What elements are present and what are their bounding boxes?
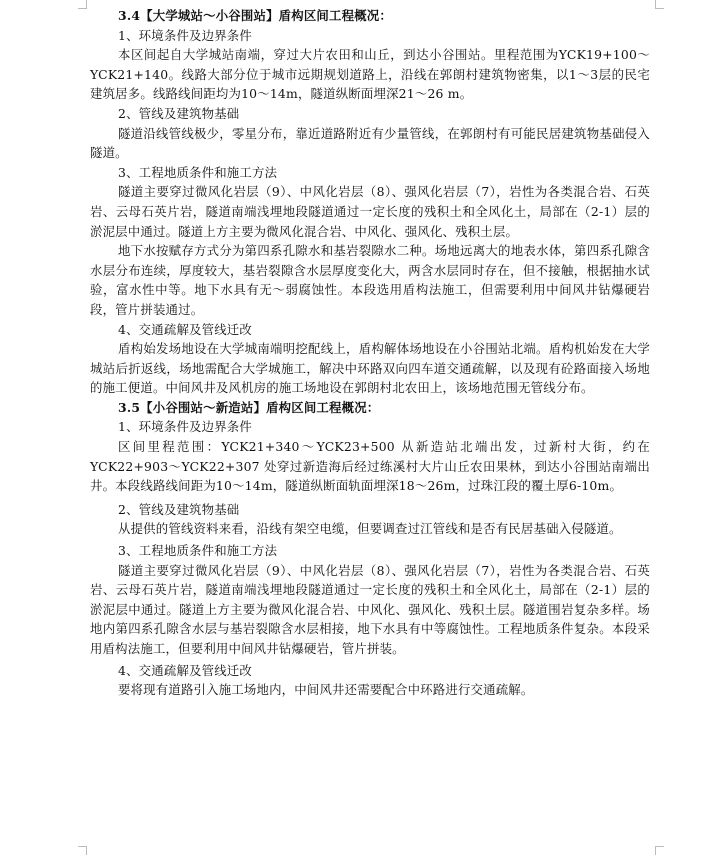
margin-corner-mark — [655, 846, 664, 855]
subheading-pipelines: 2、管线及建筑物基础 — [118, 501, 240, 517]
section-heading-3-4: 3.4【大学城站～小谷围站】盾构区间工程概况： — [118, 8, 392, 23]
paragraph-geology: 隧道主要穿过微风化岩层（9）、中风化岩层（8）、强风化岩层（7），岩性为各类混合岩、石英岩、云母石英片岩，隧道南端浅埋地段隧道通过一定长度的残积土和全风化土，局部在（2-1）层的淤泥层中通过。隧道上方主要为微风化混合岩、中风化、强风化、残积土层。 — [90, 184, 650, 239]
paragraph-geology: 隧道主要穿过微风化岩层（9）、中风化岩层（8）、强风化岩层（7），岩性为各类混合岩、石英岩、云母石英片岩，隧道南端浅埋地段隧道通过一定长度的残积土和全风化土，局部在（2-1）层的淤泥层中通过。隧道上方主要为微风化混合岩、中风化、强风化、残积土层。隧道围岩复杂多样。场地内第四系孔隙含水层与基岩裂隙含水层相接，地下水具有中等腐蚀性。工程地质条件复杂。本段采用盾构法施工，但要利用中间风井钻爆硬岩，管片拼装。 — [90, 562, 650, 656]
subheading-environment: 1、环境条件及边界条件 — [118, 27, 252, 43]
margin-corner-mark — [78, 0, 87, 9]
paragraph-traffic: 盾构始发场地设在大学城南端明挖配线上，盾构解体场地设在小谷围站北端。盾构机始发在大学城站后折返线，场地需配合大学城施工，解决中环路双向四车道交通疏解，以及现有砼路面接入场地的施工便道。中间风井及风机房的施工场地设在郭朗村北农田上，该场地范围无管线分布。 — [90, 341, 650, 396]
subheading-traffic: 4、交通疏解及管线迁改 — [118, 321, 252, 337]
subheading-traffic: 4、交通疏解及管线迁改 — [118, 662, 252, 678]
subheading-pipelines: 2、管线及建筑物基础 — [118, 105, 240, 121]
subheading-geology: 3、工程地质条件和施工方法 — [118, 543, 278, 559]
paragraph-environment: 本区间起自大学城站南端，穿过大片农田和山丘，到达小谷围站。里程范围为YCK19+100～YCK21+140。线路大部分位于城市远期规划道路上，沿线在郭朗村建筑物密集，以1～3层的民宅建筑居多。线路线间距均为10～14m，隧道纵断面埋深21～26 m。 — [90, 47, 650, 102]
paragraph-pipelines: 隧道沿线管线极少，零星分布，靠近道路附近有少量管线，在郭朗村有可能民居建筑物基础侵入隧道。 — [90, 125, 650, 161]
paragraph-pipelines: 从提供的管线资料来看，沿线有架空电缆，但要调查过江管线和是否有民居基础入侵隧道。 — [118, 521, 622, 537]
document-body — [90, 6, 650, 700]
paragraph-environment: 区间里程范围：YCK21+340～YCK23+500 从新造站北端出发，过新村大街，约在YCK22+903～YCK22+307 处穿过新造海后经过练溪村大片山丘农田果林，到达小谷围站南端出井。本段线路线间距为10～14m，隧道纵断面轨面埋深18～26m，过珠江段的覆土厚6-10m。 — [90, 439, 650, 494]
subheading-geology: 3、工程地质条件和施工方法 — [118, 164, 278, 180]
margin-corner-mark — [655, 0, 664, 9]
subheading-environment: 1、环境条件及边界条件 — [118, 419, 252, 435]
margin-corner-mark — [78, 846, 87, 855]
section-heading-3-5: 3.5【小谷围站～新造站】盾构区间工程概况： — [118, 399, 380, 415]
paragraph-traffic: 要将现有道路引入施工场地内，中间风井还需要配合中环路进行交通疏解。 — [118, 682, 534, 698]
paragraph-groundwater: 地下水按赋存方式分为第四系孔隙水和基岩裂隙水二种。场地远离大的地表水体，第四系孔隙含水层分布连续，厚度较大，基岩裂隙含水层厚度变化大，两含水层同时存在，但不接触，根据抽水试验，富水性中等。地下水具有无～弱腐蚀性。本段选用盾构法施工，但需要利用中间风井钻爆硬岩段，管片拼装通过。 — [90, 243, 650, 317]
